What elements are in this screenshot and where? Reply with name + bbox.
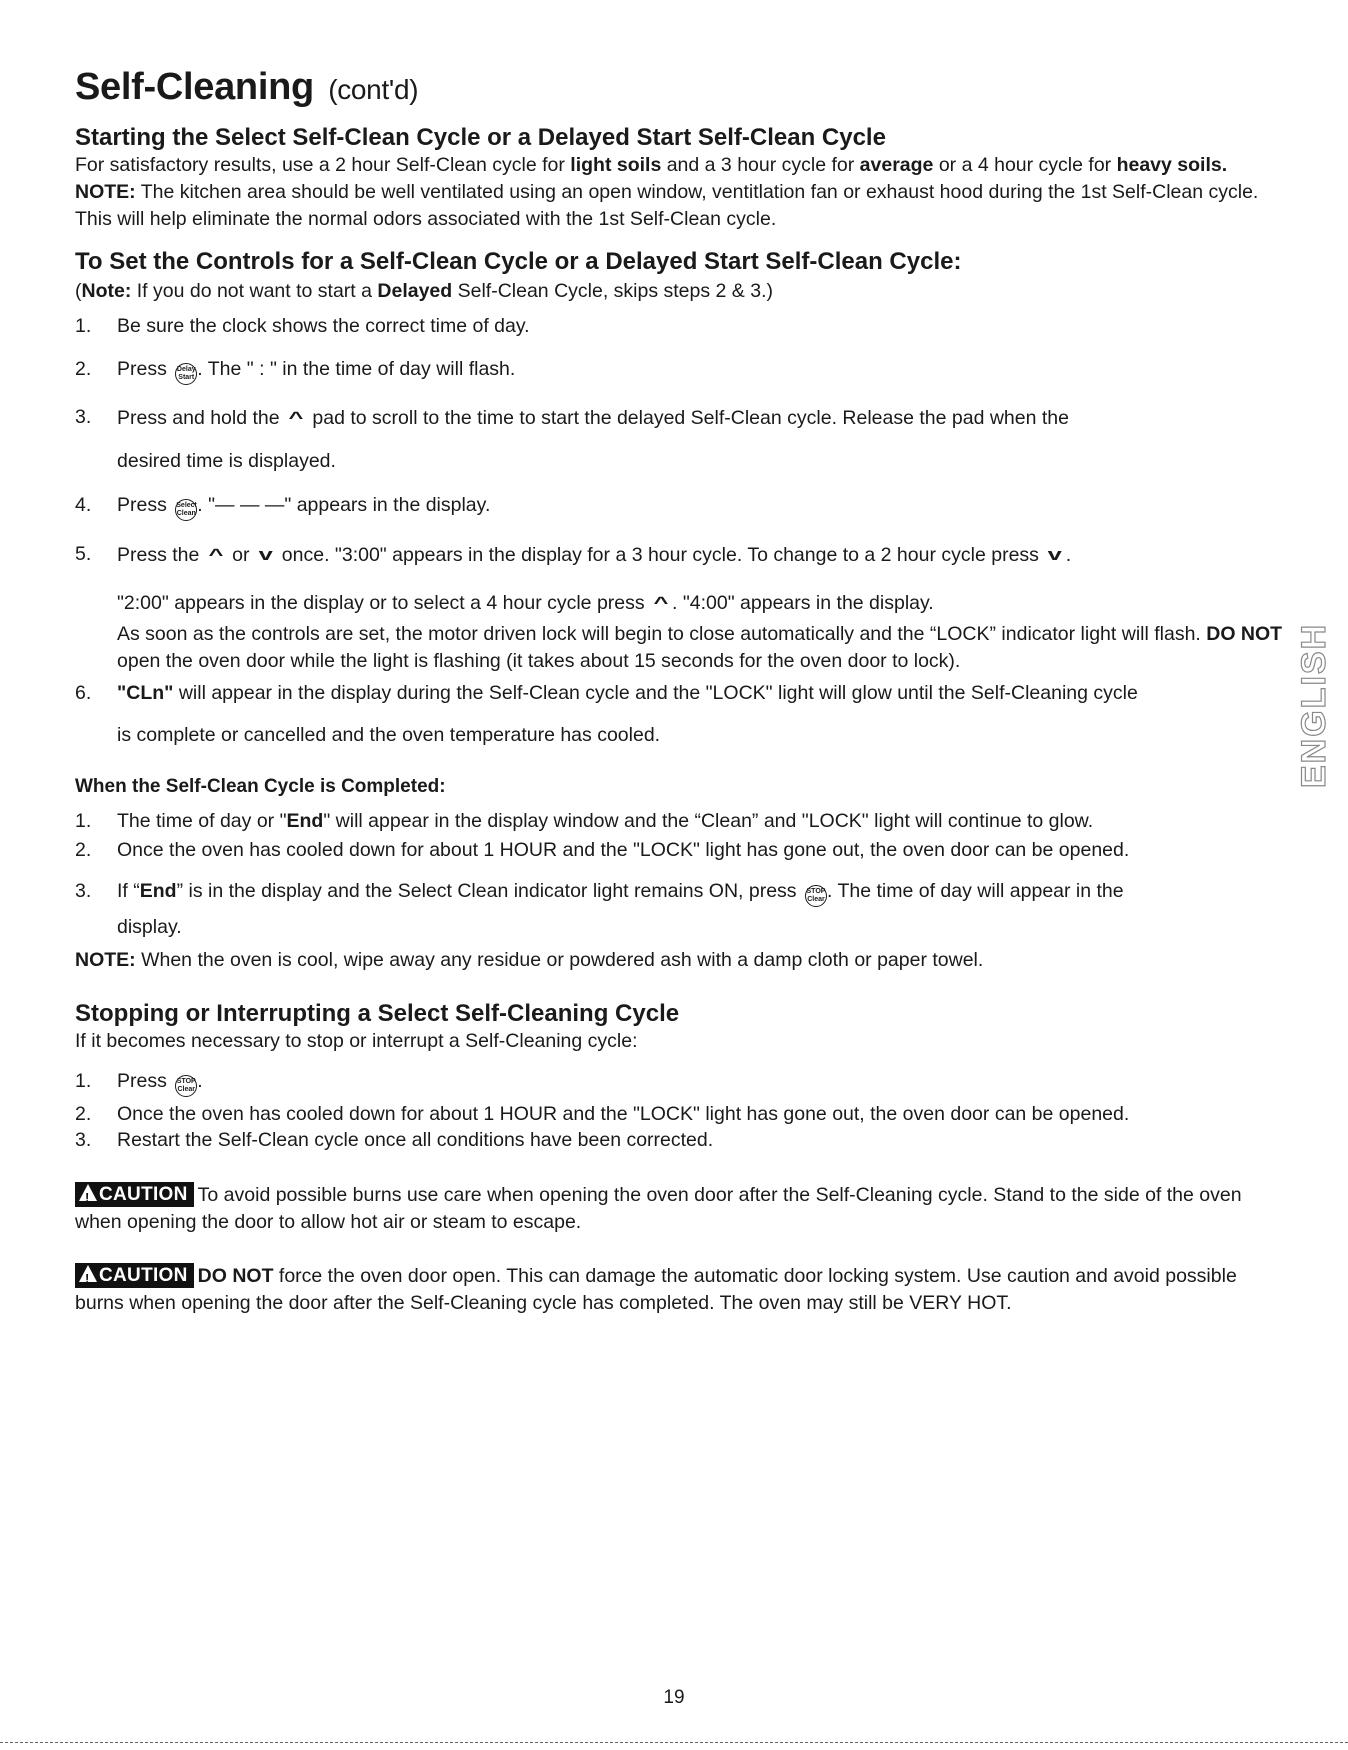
section-heading-starting: Starting the Select Self-Clean Cycle or a Delayed Start Self-Clean Cycle bbox=[75, 124, 886, 151]
bottom-divider bbox=[0, 1742, 1348, 1743]
page-title bbox=[75, 66, 418, 109]
warning-triangle-icon bbox=[79, 1265, 97, 1282]
list-item-continuation: display. bbox=[117, 916, 182, 938]
down-arrow-icon: v bbox=[258, 545, 273, 564]
list-item-continuation: "2:00" appears in the display or to select a 4 hour cycle press ^ . "4:00" appears in the display. bbox=[117, 589, 1287, 617]
up-arrow-icon: ^ bbox=[208, 545, 224, 564]
note-cool-oven: NOTE: When the oven is cool, wipe away any residue or powdered ash with a damp cloth or paper towel. bbox=[75, 949, 984, 971]
list-item-continuation: As soon as the controls are set, the motor driven lock will begin to close automatically and the “LOCK” indicator light will flash. DO NOT open the oven door while the light is flashing (it takes about 15 seconds for the oven door to lock). bbox=[117, 623, 1283, 672]
caution-door-lock: !CAUTION DO NOT force the oven door open. This can damage the automatic door locking system. Use caution and avoid possible burns when opening the door after the Self-Cleaning cycle has completed. The oven may still be VERY HOT. bbox=[75, 1263, 1280, 1317]
page-number: 19 bbox=[663, 1687, 685, 1708]
caution-badge: !CAUTION bbox=[75, 1263, 194, 1288]
select-clean-key-icon: Select Clean bbox=[175, 499, 197, 521]
title-text: Self-Cleaning bbox=[75, 66, 314, 108]
stop-intro: If it becomes necessary to stop or interrupt a Self-Cleaning cycle: bbox=[75, 1030, 638, 1052]
title-suffix: (cont'd) bbox=[328, 74, 419, 105]
stop-clear-key-icon: STOP Clear bbox=[175, 1075, 197, 1097]
caution-burns: !CAUTION To avoid possible burns use care when opening the oven door after the Self-Cleaning cycle. Stand to the side of the oven when opening the door to allow hot air or steam to escape. bbox=[75, 1182, 1280, 1236]
section-heading-set-controls: To Set the Controls for a Self-Clean Cycle or a Delayed Start Self-Clean Cycle: bbox=[75, 248, 962, 275]
section-heading-stopping: Stopping or Interrupting a Select Self-Cleaning Cycle bbox=[75, 1000, 680, 1027]
delay-start-key-icon: Delay Start bbox=[175, 363, 197, 385]
section-heading-completed: When the Self-Clean Cycle is Completed: bbox=[75, 776, 446, 797]
up-arrow-icon: ^ bbox=[288, 408, 304, 427]
down-arrow-icon: v bbox=[1047, 545, 1063, 564]
language-side-tab: ENGLISH bbox=[1295, 622, 1333, 788]
stop-clear-key-icon: STOP Clear bbox=[805, 885, 827, 907]
warning-triangle-icon bbox=[79, 1184, 97, 1201]
intro-paragraph: For satisfactory results, use a 2 hour Self-Clean cycle for light soils and a 3 hour cycle for average or a 4 hour cycle for heavy soils. NOTE: The kitchen area should be well ventilated using an open window, ventitlation fan or exhaust hood during the 1st Self-Clean cycle. This will help eliminate the normal odors associated with the 1st Self-Clean cycle. bbox=[75, 154, 1259, 230]
list-item-continuation: desired time is displayed. bbox=[117, 450, 336, 472]
caution-badge: !CAUTION bbox=[75, 1182, 194, 1207]
note-skip-steps: (Note: If you do not want to start a Delayed Self-Clean Cycle, skips steps 2 & 3.) bbox=[75, 280, 773, 302]
up-arrow-icon: ^ bbox=[653, 593, 669, 612]
list-item-continuation: is complete or cancelled and the oven temperature has cooled. bbox=[117, 724, 661, 746]
